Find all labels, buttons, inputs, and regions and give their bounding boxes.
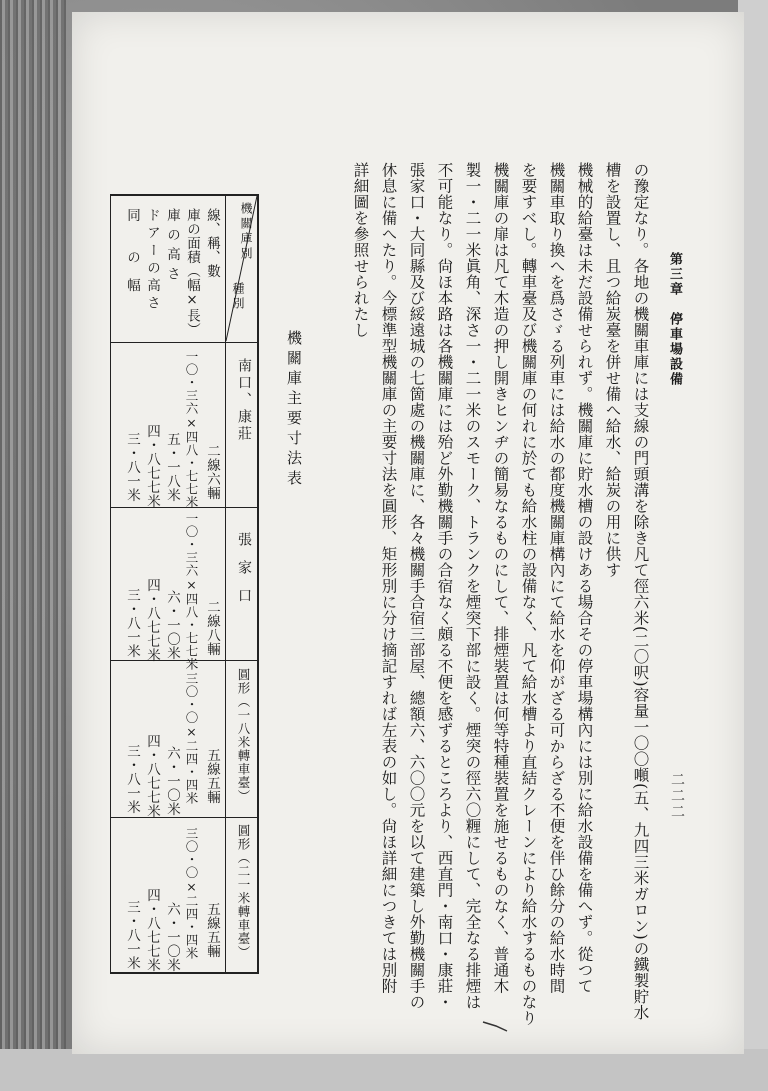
table-rule (110, 972, 258, 974)
table-cell: 一〇・三六×四八・七七米 (184, 350, 199, 509)
body-line: 製一・二一米眞角、深さ一・二一米のスモーク、トランクを煙突下部に設く。煙突の徑六〇糎にして、完全なる排煙は (463, 162, 482, 1010)
table-cell: 四・八七七米 (144, 888, 160, 972)
row-label: ドアーの高さ (144, 208, 160, 313)
table-cell: 三〇・〇×二四・四米 (184, 672, 199, 805)
table-cell: 五線五輛 (204, 902, 220, 958)
table-cell: 四・八七七米 (144, 424, 160, 508)
body-line: の豫定なり。各地の機關車庫には支線の門頭溝を除き凡て徑六米(二〇呎)容量一〇〇噸(五、九四三米ガロン)の鐵製貯水 (631, 162, 650, 1021)
table-cell: 四・八七七米 (144, 734, 160, 818)
row-label: 同 の 幅 (124, 208, 140, 292)
table-cell: 六・一〇米 (164, 902, 180, 972)
column-header: 南口、康莊 (236, 358, 252, 443)
column-header: 圓形（二一米轉車臺） (236, 824, 251, 959)
page-number: 二二二 (669, 772, 685, 820)
row-label: 庫の高さ (164, 208, 180, 286)
book-page (72, 12, 744, 1054)
table-cell: 五・一八米 (164, 432, 180, 502)
body-line: を要すべし。轉車臺及び機關庫の何れに於ても給水柱の設備なく、凡て給水槽より直結クレーンにより給水するものなり (519, 162, 538, 1026)
table-cell: 二線八輛 (204, 600, 220, 656)
body-line: 張家口・大同縣及び綏遠城の七箇處の機關庫に、各々機關手合宿三部屋、總額六、六〇〇元を以て建築し外勤機關手の (407, 162, 426, 1010)
table-cell: 三・八一米 (124, 744, 140, 814)
column-header: 圓形（一八米轉車臺） (236, 668, 251, 803)
table-cell: 六・一〇米 (164, 746, 180, 816)
table-cell: 一〇・三六×四八・七七米 (184, 512, 199, 671)
body-line: 槽を設置し、且つ給炭臺を併せ備へ給水、給炭の用に供す (603, 162, 622, 578)
column-header: 張家口 (236, 532, 252, 616)
table-cell: 三・八一米 (124, 900, 140, 970)
row-label: 庫の面積（幅×長） (184, 208, 200, 337)
table-title: 機關庫主要寸法表 (285, 330, 303, 490)
table-rule (110, 342, 258, 343)
body-line: 機關庫の扉は凡て木造の押し開きヒンヂの簡易なるものにして、排煙裝置は何等特種裝置を施せるものなく、普通木 (491, 162, 510, 994)
table-cell: 三〇・〇×二四・四米 (184, 827, 199, 960)
body-line: 詳細圖を參照せられたし (351, 162, 370, 338)
table-cell: 四・八七七米 (144, 578, 160, 662)
scan-margin-bottom (0, 1049, 768, 1091)
corner-label-top: 機關庫別 (239, 202, 253, 262)
body-line: 機械的給臺は未だ設備せられず。機關庫に貯水槽の設けある場合その停車場構內には別に給水設備を備へず。從つて (575, 162, 594, 994)
chapter-header: 第三章 停車場設備 (667, 252, 682, 387)
ink-mark (482, 1020, 508, 1032)
corner-label-bottom: 種別 (231, 282, 245, 312)
table-rule (110, 194, 111, 974)
table-cell: 六・一〇米 (164, 590, 180, 660)
body-line: 不可能なり。尙ほ本路は各機關庫には殆ど外勤機關手の合宿なく頗る不便を感ずるところより、西直門・南口・康莊・ (435, 162, 454, 1010)
row-label: 線、稱、數 (204, 208, 220, 278)
table-cell: 五線五輛 (204, 748, 220, 804)
body-line: 機關車取り換へを爲さゞる列車には給水の都度機關庫構內にて給水を仰がざる可からざる不便を伴ひ餘分の給水時間 (547, 162, 566, 994)
body-line: 休息に備へたり。今標準型機關庫の主要寸法を圓形、矩形別に分け摘記すれば左表の如し。尙ほ詳細につきては別附 (379, 162, 398, 994)
book-binding-edge (0, 0, 66, 1091)
table-cell: 三・八一米 (124, 588, 140, 658)
table-cell: 二線六輛 (204, 444, 220, 500)
table-rule (110, 817, 258, 818)
table-cell: 三・八一米 (124, 432, 140, 502)
